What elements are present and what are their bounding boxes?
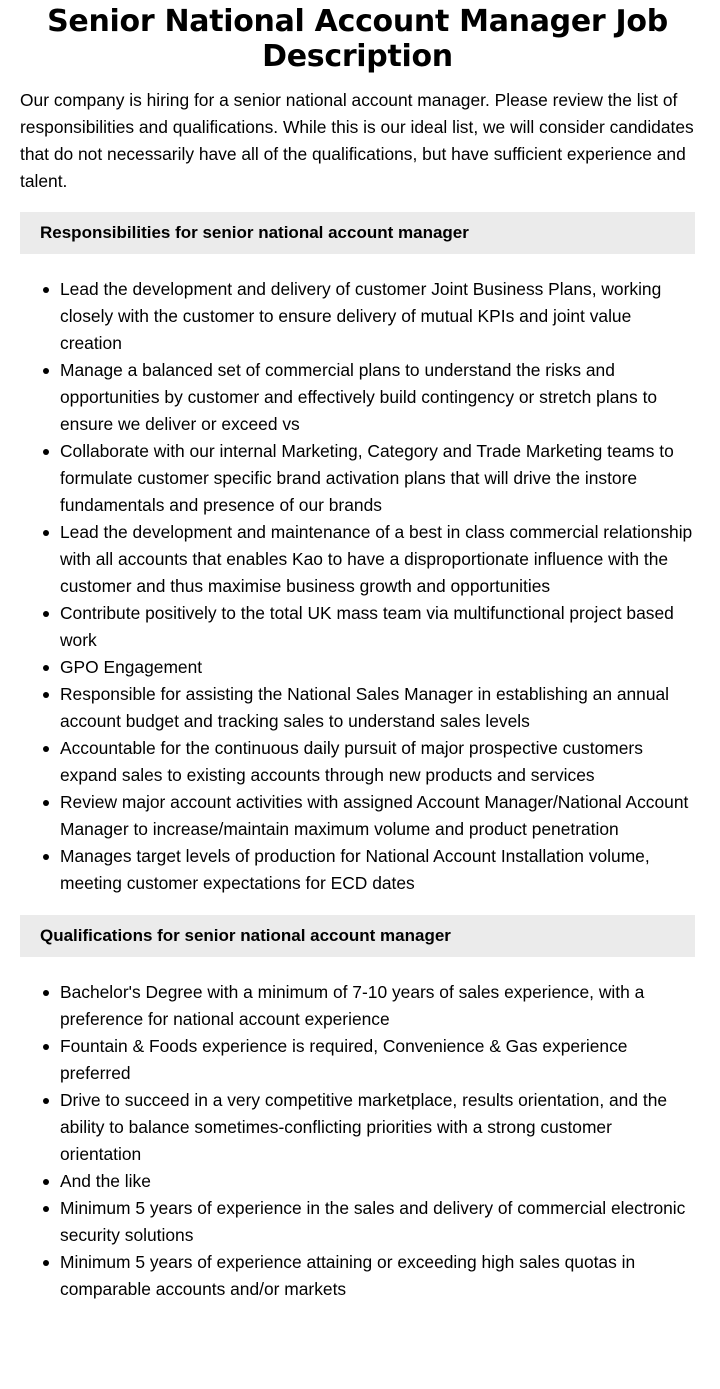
qualifications-list <box>20 979 695 1303</box>
list-item: Bachelor's Degree with a minimum of 7-10 years of sales experience, with a preference for national account experience <box>60 979 695 1033</box>
list-item: GPO Engagement <box>60 654 695 681</box>
list-item: Accountable for the continuous daily pursuit of major prospective customers expand sales to existing accounts through new products and services <box>60 735 695 789</box>
responsibilities-heading: Responsibilities for senior national account manager <box>20 212 695 254</box>
list-item: Review major account activities with assigned Account Manager/National Account Manager to increase/maintain maximum volume and product penetration <box>60 789 695 843</box>
list-item: Collaborate with our internal Marketing, Category and Trade Marketing teams to formulate customer specific brand activation plans that will drive the instore fundamentals and presence of our brands <box>60 438 695 519</box>
list-item: Minimum 5 years of experience attaining or exceeding high sales quotas in comparable accounts and/or markets <box>60 1249 695 1303</box>
list-item: Responsible for assisting the National Sales Manager in establishing an annual account budget and tracking sales to understand sales levels <box>60 681 695 735</box>
list-item: Minimum 5 years of experience in the sales and delivery of commercial electronic security solutions <box>60 1195 695 1249</box>
job-description <box>20 0 695 1303</box>
list-item: Manages target levels of production for National Account Installation volume, meeting customer expectations for ECD dates <box>60 843 695 897</box>
qualifications-heading: Qualifications for senior national account manager <box>20 915 695 957</box>
list-item: Contribute positively to the total UK mass team via multifunctional project based work <box>60 600 695 654</box>
intro-paragraph: Our company is hiring for a senior national account manager. Please review the list of responsibilities and qualifications. While this is our ideal list, we will consider candidates that do not necessarily have all of the qualifications, but have sufficient experience and talent. <box>20 90 694 191</box>
list-item: And the like <box>60 1168 695 1195</box>
list-item: Drive to succeed in a very competitive marketplace, results orientation, and the ability to balance sometimes-conflicting priorities with a strong customer orientation <box>60 1087 695 1168</box>
responsibilities-list <box>20 276 695 897</box>
page-title: Senior National Account Manager Job Description <box>47 4 668 74</box>
list-item: Manage a balanced set of commercial plans to understand the risks and opportunities by customer and effectively build contingency or stretch plans to ensure we deliver or exceed vs <box>60 357 695 438</box>
list-item: Lead the development and maintenance of a best in class commercial relationship with all accounts that enables Kao to have a disproportionate influence with the customer and thus maximise business growth and opportunities <box>60 519 695 600</box>
list-item: Fountain & Foods experience is required, Convenience & Gas experience preferred <box>60 1033 695 1087</box>
list-item: Lead the development and delivery of customer Joint Business Plans, working closely with the customer to ensure delivery of mutual KPIs and joint value creation <box>60 276 695 357</box>
